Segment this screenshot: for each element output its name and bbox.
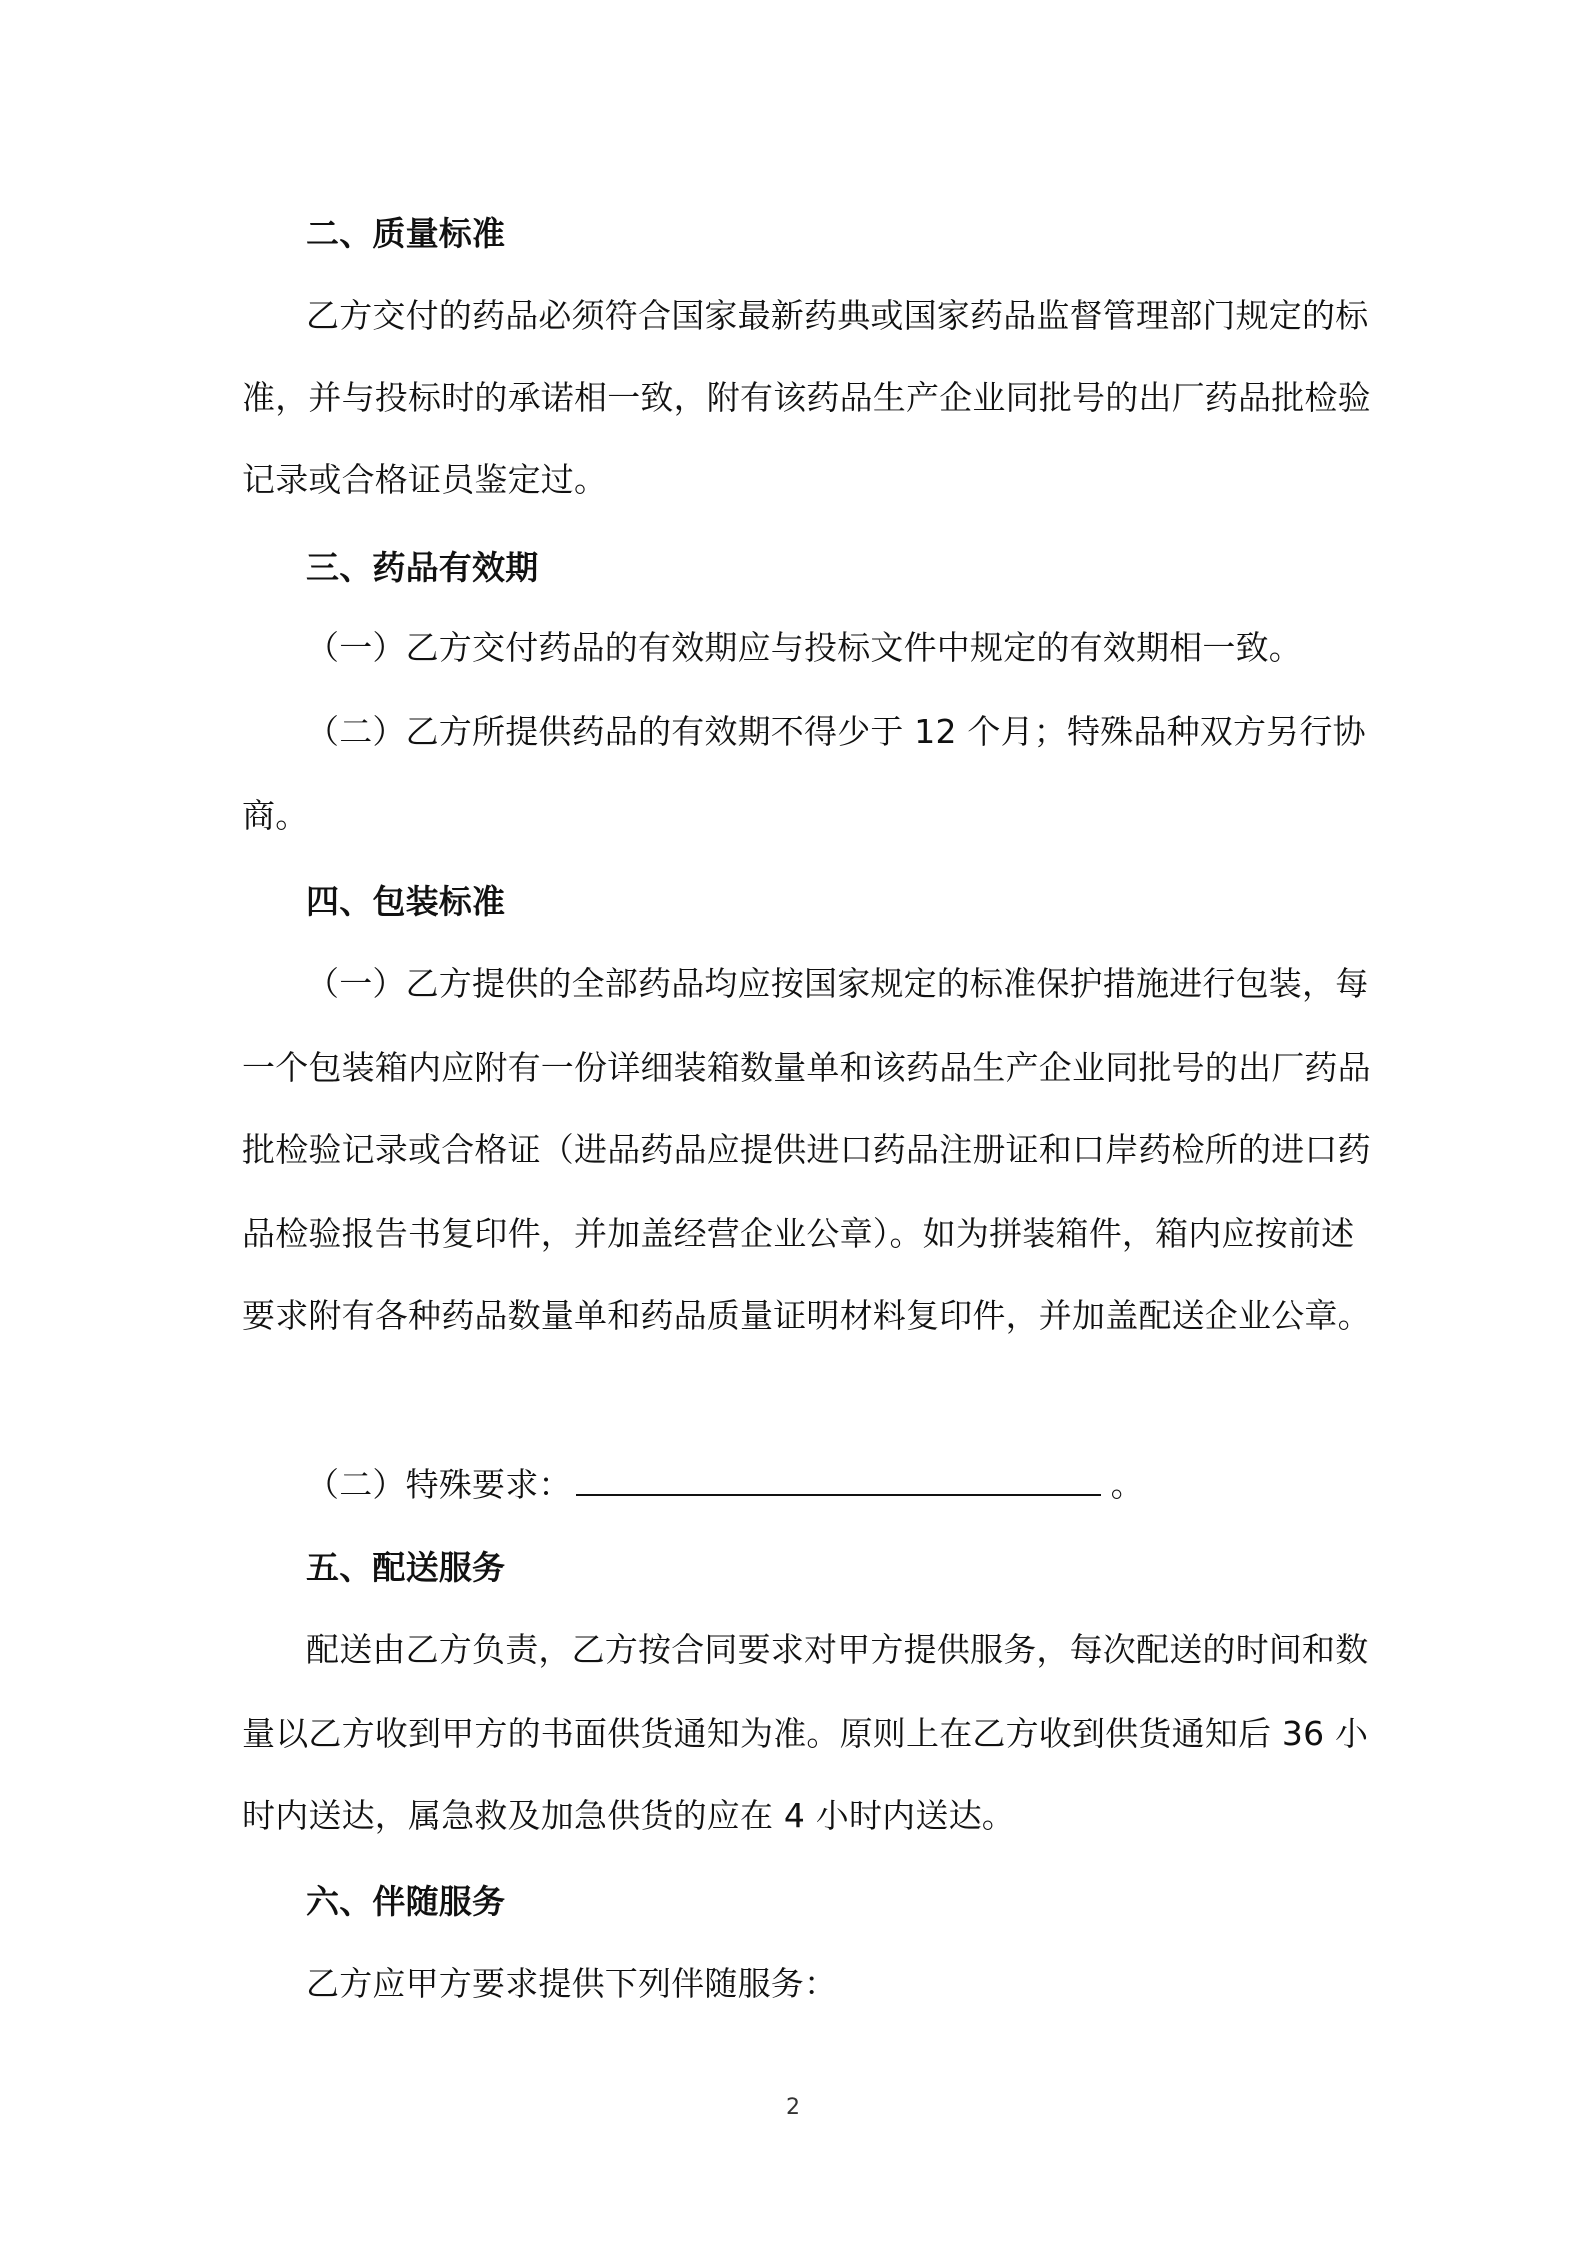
special-requirement-line	[306, 1464, 1406, 1505]
paragraph-line: 准，并与投标时的承诺相一致，附有该药品生产企业同批号的出厂药品批检验	[242, 378, 1371, 417]
section-heading-packaging: 四、包装标准	[306, 882, 506, 921]
section-heading-quality: 二、质量标准	[306, 214, 506, 253]
paragraph-line: 商。	[242, 796, 309, 835]
special-requirement-label: （二）特殊要求：	[306, 1465, 572, 1504]
special-requirement-blank	[576, 1464, 1101, 1496]
paragraph-line: 时内送达，属急救及加急供货的应在 4 小时内送达。	[242, 1796, 1015, 1835]
paragraph-line: （一）乙方交付药品的有效期应与投标文件中规定的有效期相一致。	[306, 628, 1302, 667]
paragraph-line: 一个包装箱内应附有一份详细装箱数量单和该药品生产企业同批号的出厂药品	[242, 1048, 1371, 1087]
paragraph-line: 要求附有各种药品数量单和药品质量证明材料复印件，并加盖配送企业公章。	[242, 1296, 1371, 1335]
paragraph-line: 记录或合格证员鉴定过。	[242, 460, 608, 499]
paragraph-line: 量以乙方收到甲方的书面供货通知为准。原则上在乙方收到供货通知后 36 小	[242, 1714, 1369, 1753]
page-number: 2	[786, 2095, 800, 2120]
section-heading-validity: 三、药品有效期	[306, 548, 539, 587]
paragraph-line: 配送由乙方负责，乙方按合同要求对甲方提供服务，每次配送的时间和数	[306, 1630, 1369, 1669]
paragraph-line: （二）乙方所提供药品的有效期不得少于 12 个月；特殊品种双方另行协	[306, 712, 1366, 751]
paragraph-line: 乙方交付的药品必须符合国家最新药典或国家药品监督管理部门规定的标	[306, 296, 1369, 335]
paragraph-line: 乙方应甲方要求提供下列伴随服务：	[306, 1964, 838, 2003]
section-heading-delivery: 五、配送服务	[306, 1548, 506, 1587]
paragraph-line: 批检验记录或合格证（进品药品应提供进口药品注册证和口岸药检所的进口药	[242, 1130, 1371, 1169]
paragraph-line: （一）乙方提供的全部药品均应按国家规定的标准保护措施进行包装，每	[306, 964, 1369, 1003]
special-requirement-end: 。	[1110, 1465, 1144, 1504]
paragraph-line: 品检验报告书复印件，并加盖经营企业公章）。如为拼装箱件，箱内应按前述	[242, 1214, 1355, 1253]
section-heading-accompanying: 六、伴随服务	[306, 1882, 506, 1921]
